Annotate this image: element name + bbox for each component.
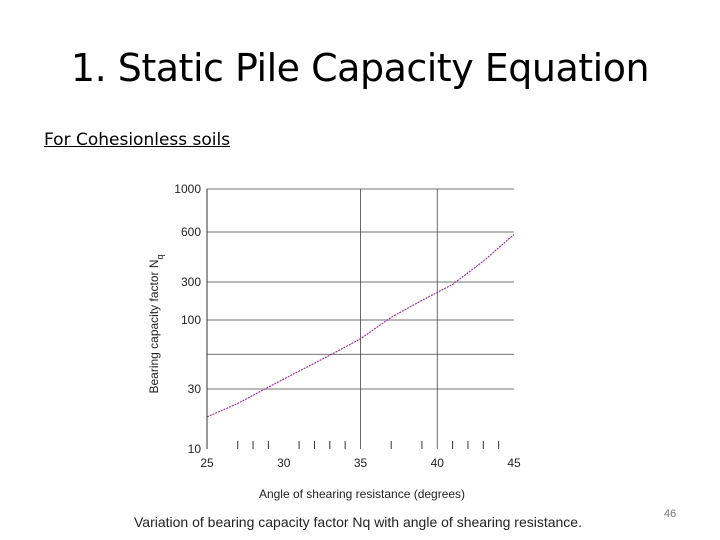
x-tick-label: 35 bbox=[353, 456, 368, 470]
nq-chart bbox=[140, 172, 540, 512]
x-tick-label: 25 bbox=[200, 456, 214, 470]
x-tick-label: 30 bbox=[277, 456, 291, 470]
y-tick-label: 10 bbox=[187, 442, 201, 456]
figure-caption: Variation of bearing capacity factor Nq with angle of shearing resistance. bbox=[134, 514, 582, 530]
chart-grid bbox=[207, 189, 514, 449]
page-number: 46 bbox=[664, 508, 677, 520]
x-minor-ticks bbox=[238, 441, 499, 449]
y-axis-label: Bearing capacity factor $N_q$ bbox=[147, 254, 165, 394]
x-tick-label: 45 bbox=[507, 456, 521, 470]
y-tick-labels bbox=[174, 182, 201, 456]
y-tick-label: 600 bbox=[180, 225, 201, 239]
x-axis-label: Angle of shearing resistance (degrees) bbox=[258, 487, 466, 501]
x-tick-label: 40 bbox=[430, 456, 444, 470]
section-heading: For Cohesionless soils bbox=[44, 130, 231, 150]
y-tick-label: 300 bbox=[180, 275, 201, 289]
y-tick-label: 100 bbox=[180, 313, 201, 327]
y-tick-label: 1000 bbox=[174, 182, 201, 196]
slide-title: 1. Static Pile Capacity Equation bbox=[70, 46, 650, 90]
y-tick-label: 30 bbox=[187, 382, 201, 396]
x-tick-labels bbox=[200, 456, 521, 470]
